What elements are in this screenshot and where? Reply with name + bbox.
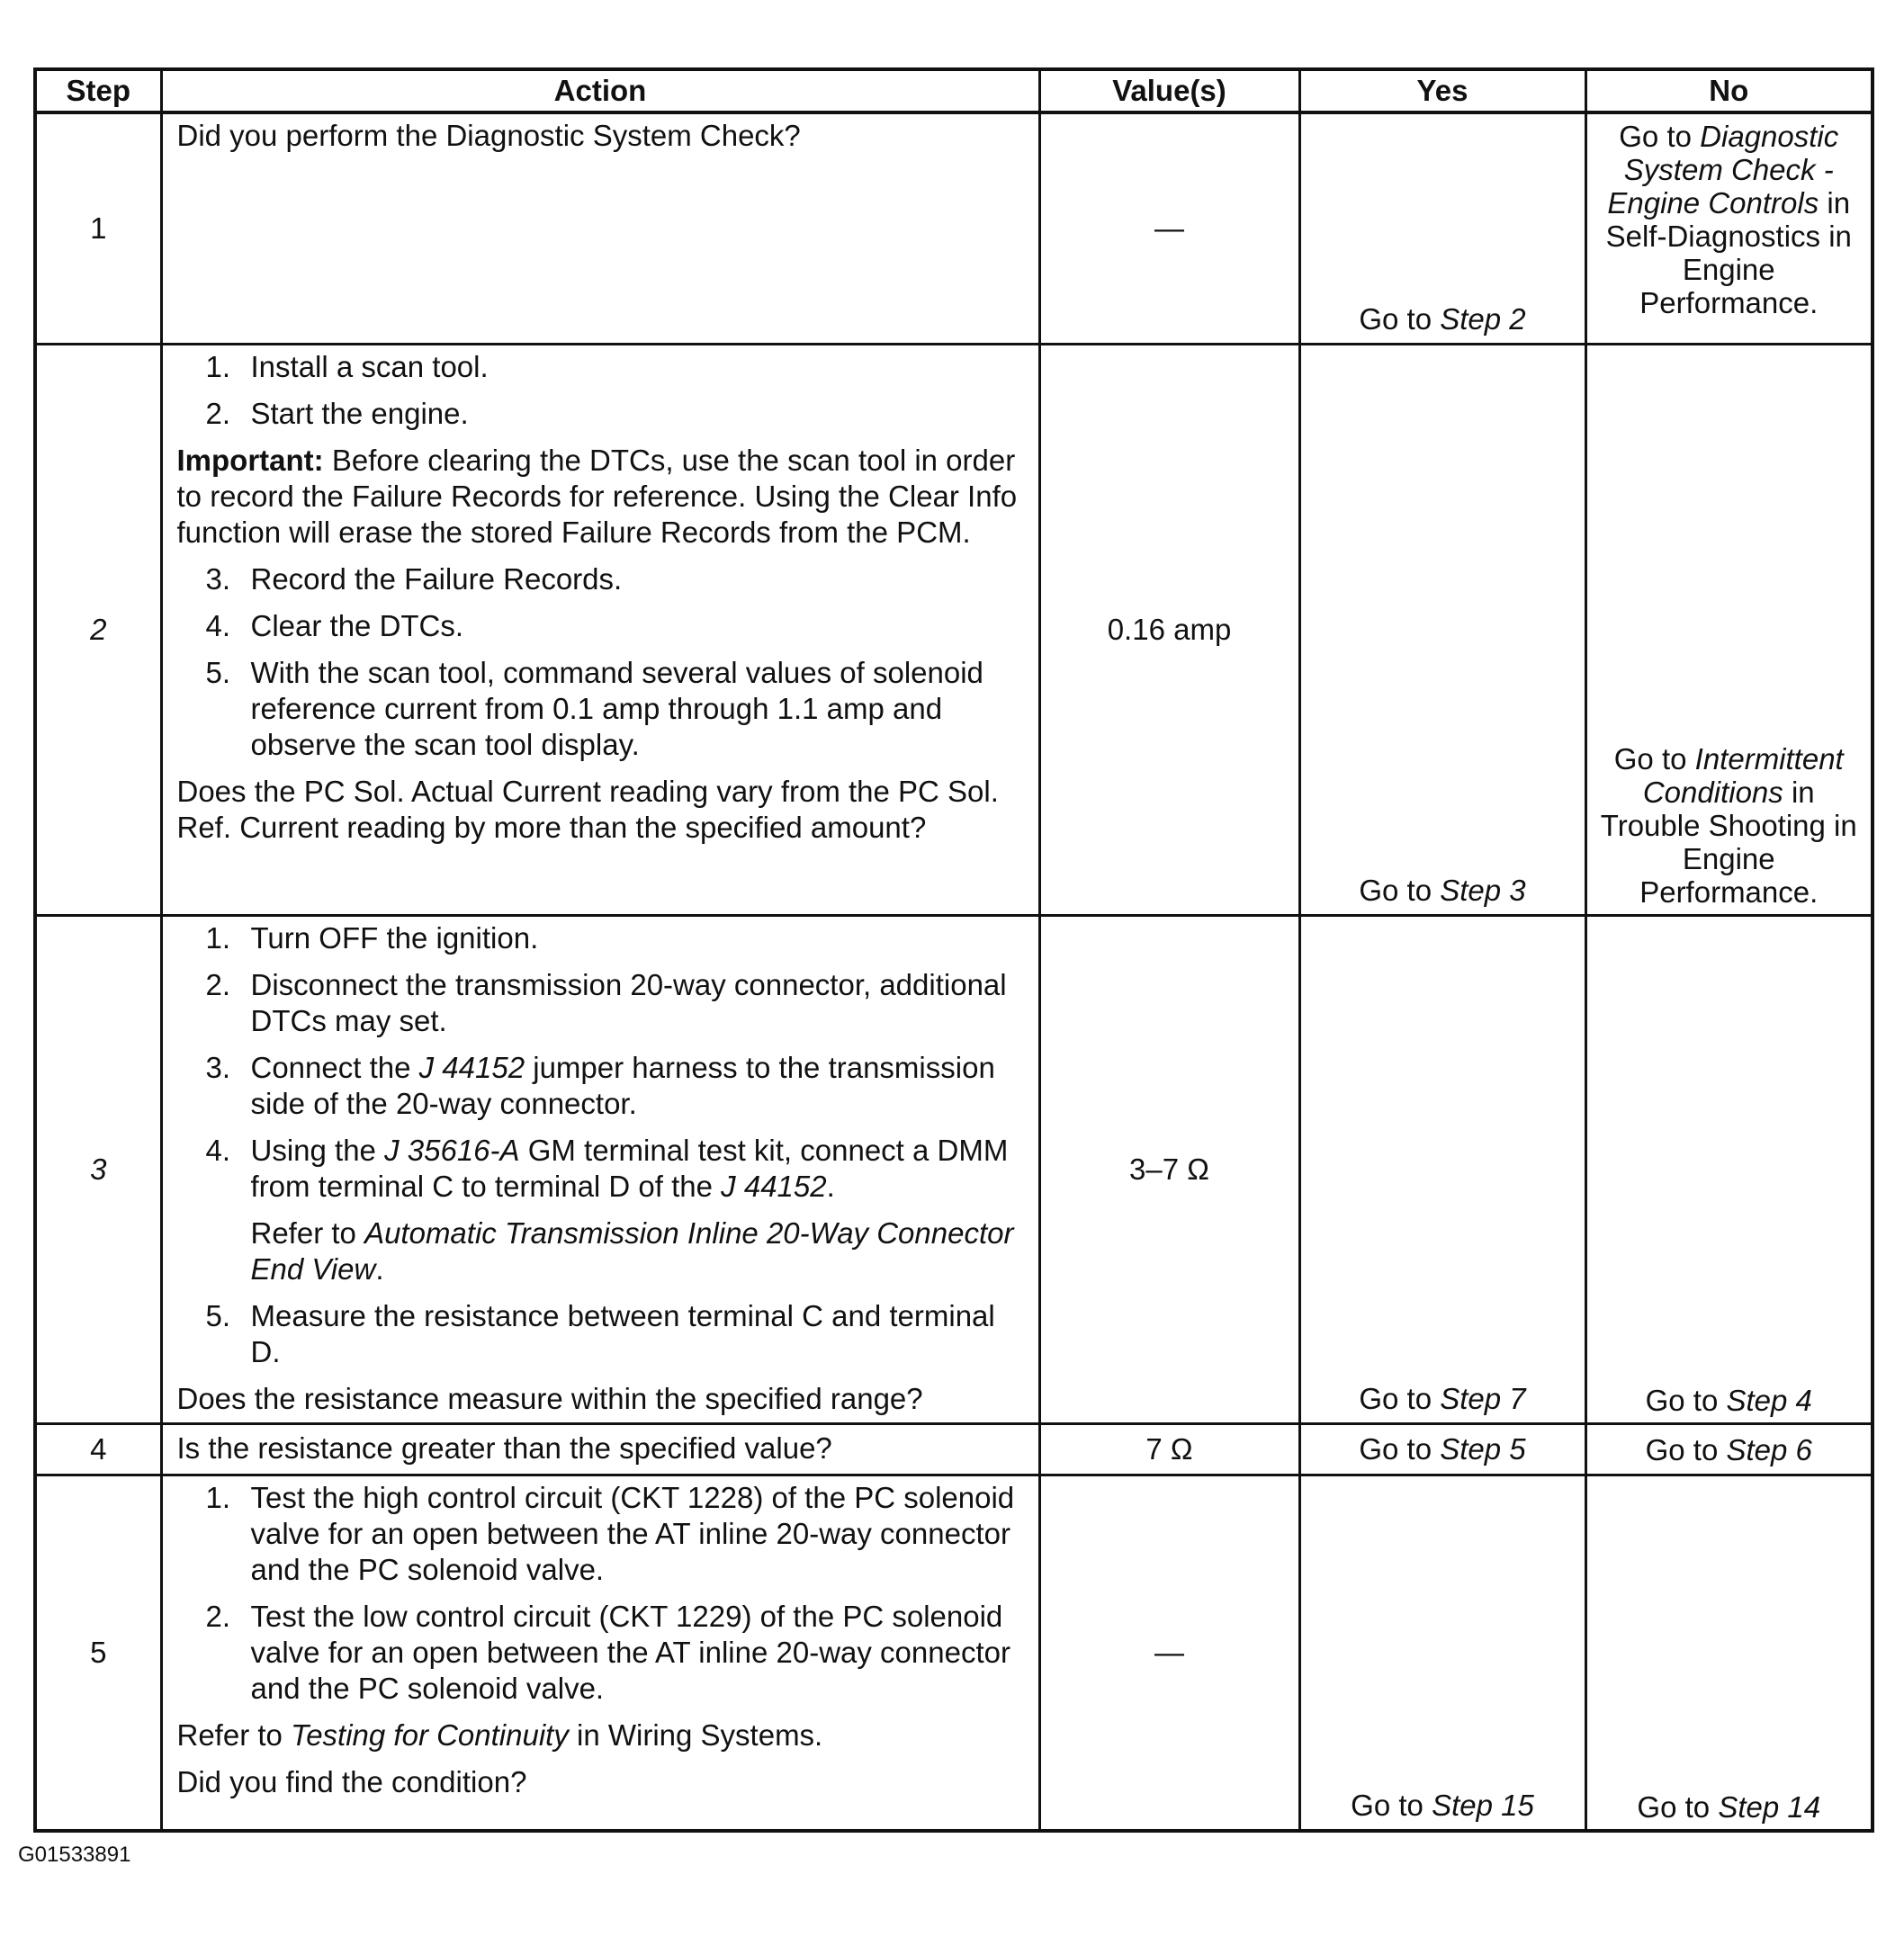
no-step-link[interactable]: Step 4 xyxy=(1726,1384,1812,1417)
value-cell: 0.16 amp xyxy=(1039,345,1299,916)
action-cell xyxy=(161,112,1039,345)
action-item: 3. Record the Failure Records. xyxy=(205,562,623,596)
header-step: Step xyxy=(35,69,161,112)
refer-note: Refer to Automatic Transmission Inline 20-Way Connector End View. xyxy=(250,1216,1014,1286)
action-item: 4. Using the J 35616-A GM terminal test kit, connect a DMM from terminal C to terminal D of the J 44152. Refer to Automatic Transmission Inline 20-Way Connector End View. xyxy=(177,1133,1028,1287)
table-row xyxy=(35,112,1873,345)
action-item: 4. Clear the DTCs. xyxy=(205,609,464,642)
yes-prefix: Go to xyxy=(1359,302,1441,336)
action-item: 3. Connect the J 44152 jumper harness to the transmission side of the 20-way connector. xyxy=(205,1051,995,1120)
step-number: 5 xyxy=(35,1475,161,1832)
important-text: Before clearing the DTCs, use the scan tool in order to record the Failure Records for reference. Using the Clear Info function will erase the stored Failure Records from the PCM. xyxy=(176,444,1018,549)
value-cell: — xyxy=(1039,1475,1299,1832)
header-row xyxy=(35,69,1873,112)
step-number: 4 xyxy=(35,1424,161,1475)
action-item: 1. Install a scan tool. xyxy=(205,350,489,383)
action-item: 1. Turn OFF the ignition. xyxy=(205,921,539,955)
yes-prefix: Go to xyxy=(1359,874,1441,907)
yes-step-link[interactable]: Step 2 xyxy=(1440,302,1526,336)
no-step-link[interactable]: Step 14 xyxy=(1718,1790,1821,1824)
reference-link[interactable]: Automatic Transmission Inline 20-Way Connector End View xyxy=(250,1216,1014,1286)
action-question: Did you perform the Diagnostic System Check? xyxy=(176,119,801,152)
action-list xyxy=(177,920,1028,1370)
yes-prefix: Go to xyxy=(1359,1432,1441,1466)
yes-step-link[interactable]: Step 7 xyxy=(1440,1382,1526,1415)
action-list xyxy=(177,1480,1028,1707)
important-label: Important: xyxy=(176,444,324,477)
yes-cell xyxy=(1299,345,1585,916)
action-cell xyxy=(161,1424,1039,1475)
no-step-link[interactable]: Step 6 xyxy=(1726,1432,1812,1466)
table-row xyxy=(35,916,1873,1424)
step-number: 3 xyxy=(35,916,161,1424)
yes-cell xyxy=(1299,1475,1585,1832)
tool-reference: J 44152 xyxy=(721,1170,827,1203)
header-values: Value(s) xyxy=(1039,69,1299,112)
figure-code: G01533891 xyxy=(18,1843,131,1867)
action-item: 1. Test the high control circuit (CKT 1228) of the PC solenoid valve for an open between the AT inline 20-way connector and the PC solenoid valve. xyxy=(205,1481,1015,1586)
action-question: Does the resistance measure within the specified range? xyxy=(176,1382,923,1415)
no-suffix: in Trouble Shooting in Engine Performance. xyxy=(1600,776,1857,909)
step-number: 2 xyxy=(35,345,161,916)
action-cell xyxy=(161,916,1039,1424)
no-prefix: Go to xyxy=(1637,1790,1719,1824)
table-row xyxy=(35,345,1873,916)
header-yes: Yes xyxy=(1299,69,1585,112)
important-note xyxy=(177,443,1028,551)
yes-step-link[interactable]: Step 5 xyxy=(1440,1432,1526,1466)
action-question: Did you find the condition? xyxy=(176,1765,527,1798)
refer-note: Refer to Testing for Continuity in Wiring Systems. xyxy=(176,1718,823,1752)
yes-cell xyxy=(1299,112,1585,345)
reference-link[interactable]: Testing for Continuity xyxy=(291,1718,569,1752)
value-cell: 3–7 Ω xyxy=(1039,916,1299,1424)
no-prefix: Go to xyxy=(1645,1432,1727,1466)
table-row xyxy=(35,1475,1873,1832)
header-no: No xyxy=(1585,69,1873,112)
no-prefix: Go to xyxy=(1645,1384,1727,1417)
tool-reference: J 44152 xyxy=(418,1051,525,1084)
no-reference-link[interactable]: Intermittent Conditions xyxy=(1642,742,1844,809)
no-cell xyxy=(1585,112,1873,345)
no-cell xyxy=(1585,1424,1873,1475)
action-item: 2. Start the engine. xyxy=(205,397,469,430)
no-cell xyxy=(1585,916,1873,1424)
yes-prefix: Go to xyxy=(1351,1789,1432,1822)
yes-prefix: Go to xyxy=(1359,1382,1441,1415)
value-cell: — xyxy=(1039,112,1299,345)
action-question: Does the PC Sol. Actual Current reading vary from the PC Sol. Ref. Current reading by more than the specified amount? xyxy=(176,775,999,844)
action-item: 2. Test the low control circuit (CKT 1229) of the PC solenoid valve for an open between the AT inline 20-way connector and the PC solenoid valve. xyxy=(205,1600,1010,1705)
diagnostic-table xyxy=(33,67,1874,1833)
table-row xyxy=(35,1424,1873,1475)
yes-cell xyxy=(1299,1424,1585,1475)
action-item: 2. Disconnect the transmission 20-way connector, additional DTCs may set. xyxy=(205,968,1007,1037)
action-cell xyxy=(161,1475,1039,1832)
action-question: Is the resistance greater than the specified value? xyxy=(176,1431,832,1465)
no-reference-link[interactable]: Diagnostic System Check - Engine Controls xyxy=(1607,120,1839,220)
yes-step-link[interactable]: Step 15 xyxy=(1432,1789,1534,1822)
action-cell xyxy=(161,345,1039,916)
yes-cell xyxy=(1299,916,1585,1424)
tool-reference: J 35616-A xyxy=(384,1134,520,1167)
action-list xyxy=(177,561,1028,763)
action-list xyxy=(177,349,1028,432)
no-cell xyxy=(1585,1475,1873,1832)
no-prefix: Go to xyxy=(1619,120,1701,153)
no-cell xyxy=(1585,345,1873,916)
header-action: Action xyxy=(161,69,1039,112)
no-suffix: in Self-Diagnostics in Engine Performance. xyxy=(1605,186,1852,319)
value-cell: 7 Ω xyxy=(1039,1424,1299,1475)
no-prefix: Go to xyxy=(1613,742,1695,776)
action-item: 5. With the scan tool, command several values of solenoid reference current from 0.1 amp through 1.1 amp and observe the scan tool display. xyxy=(205,656,983,761)
yes-step-link[interactable]: Step 3 xyxy=(1440,874,1526,907)
step-number: 1 xyxy=(35,112,161,345)
action-item: 5. Measure the resistance between terminal C and terminal D. xyxy=(205,1299,995,1368)
